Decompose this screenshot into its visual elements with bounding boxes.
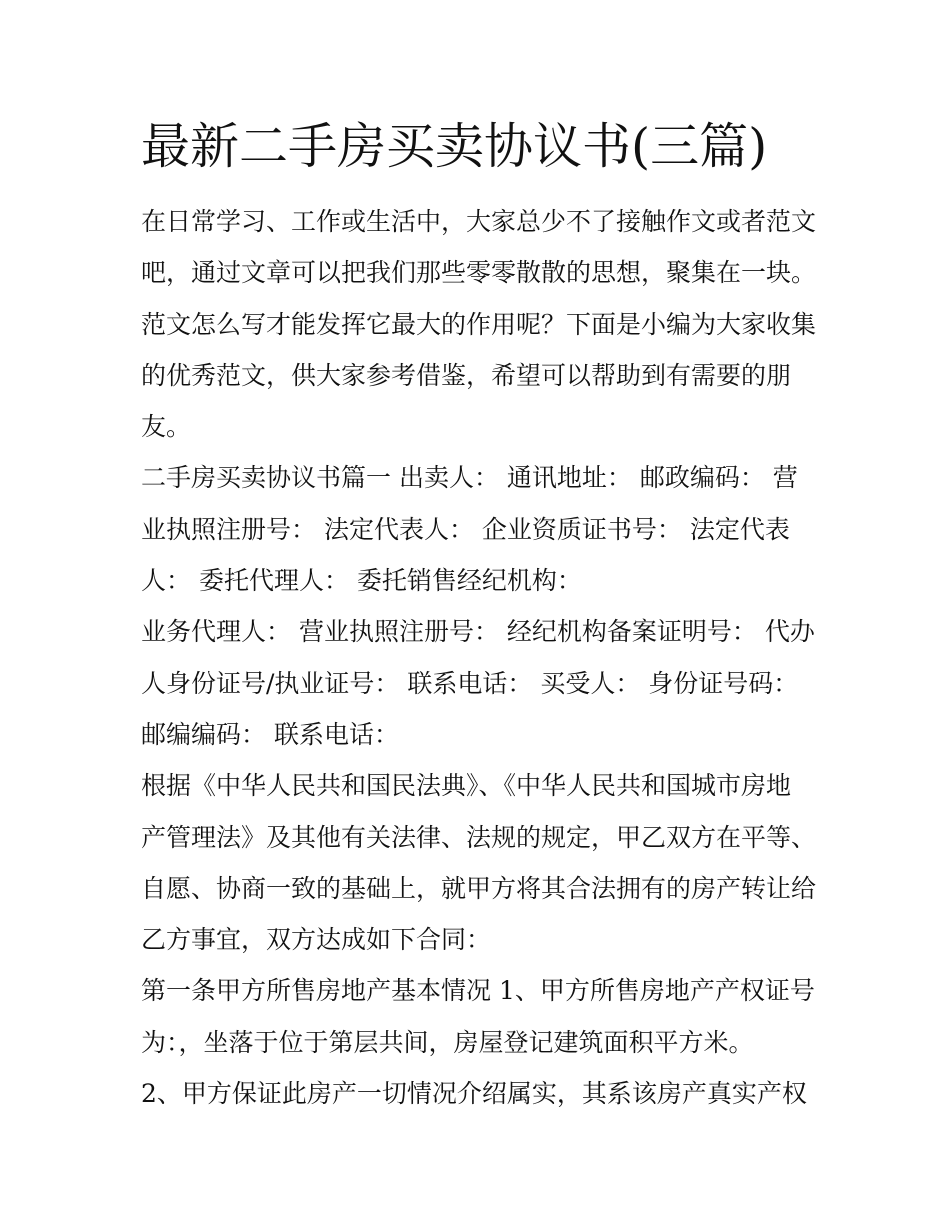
text-line: 在日常学习、工作或生活中，大家总少不了接触作文或者范文 xyxy=(141,207,817,236)
text-line: 根据《中华人民共和国民法典》、《中华人民共和国城市房地 xyxy=(141,771,792,801)
text-line: 2、甲方保证此房产一切情况介绍属实，其系该房产真实产权 xyxy=(141,1079,807,1109)
text-line: 第一条甲方所售房地产基本情况 1、甲方所售房地产产权证号 xyxy=(141,976,815,1006)
text-line: 为：，坐落于位于第层共间，房屋登记建筑面积平方米。 xyxy=(141,1027,754,1057)
text-line: 的优秀范文，供大家参考借鉴，希望可以帮助到有需要的朋 xyxy=(141,360,792,390)
text-line: 业务代理人： 营业执照注册号： 经纪机构备案证明号： 代办 xyxy=(141,617,815,647)
document-body xyxy=(141,196,821,1119)
text-line: 友。 xyxy=(141,412,192,442)
text-line: 人身份证号/执业证号： 联系电话： 买受人： 身份证号码： xyxy=(141,668,799,698)
text-line: 产管理法》及其他有关法律、法规的规定，甲乙双方在平等、 xyxy=(141,822,817,852)
text-line: 乙方事宜，双方达成如下合同： xyxy=(141,925,492,955)
text-line: 二手房买卖协议书篇一 出卖人： 通讯地址： 邮政编码： 营 xyxy=(141,463,798,493)
text-line: 业执照注册号： 法定代表人： 企业资质证书号： 法定代表 xyxy=(141,514,790,544)
text-line: 范文怎么写才能发挥它最大的作用呢？下面是小编为大家收集 xyxy=(141,309,817,339)
text-line: 自愿、协商一致的基础上，就甲方将其合法拥有的房产转让给 xyxy=(141,873,817,903)
document-title: 最新二手房买卖协议书(三篇) xyxy=(141,118,768,175)
text-line: 吧，通过文章可以把我们那些零零散散的思想，聚集在一块。 xyxy=(141,258,817,288)
text-line: 邮编编码： 联系电话： xyxy=(141,719,399,749)
text-line: 人： 委托代理人： 委托销售经纪机构： xyxy=(141,566,582,596)
